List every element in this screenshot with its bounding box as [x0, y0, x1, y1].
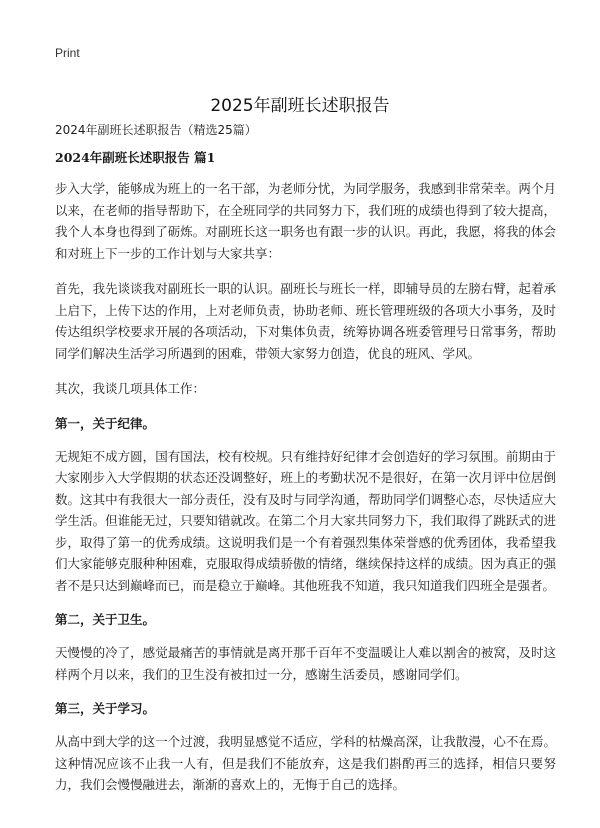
paragraph-hygiene: 天慢慢的冷了，感觉最痛苦的事情就是离开那千百年不变温暖让人难以割舍的被窝，及时这样两个月以来，我们的卫生没有被扣过一分，感谢生活委员，感谢同学们。: [55, 645, 556, 682]
section-heading-study: 第三，关于学习。: [55, 701, 156, 716]
article-body: [55, 148, 556, 810]
paragraph-discipline: 无规矩不成方圆，国有国法，校有校规。只有维持好纪律才会创造好的学习氛围。前期由于大家刚步入大学假期的状态还没调整好，班上的考勤状况不是很好，在第一次月评中位居倒数。这其中有我很大一部分责任，没有及时与同学沟通，帮助同学们调整心态，尽快适应大学生活。但谁能无过，只要知错就改。在第二个月大家共同努力下，我们取得了跳跃式的进步，取得了第一的优秀成绩。这说明我们是一个有着强烈集体荣誉感的优秀团体，我希望我们大家能够克服种种困难，克服取得成绩骄傲的情绪，继续保持这样的成绩。因为真正的强者不是只达到巅峰而已，而是稳立于巅峰。其他班我不知道，我只知道我们四班全是强者。: [55, 448, 556, 593]
article-heading: 2024年副班长述职报告 篇1: [55, 150, 216, 165]
paragraph-role: 首先，我先谈谈我对副班长一职的认识。副班长与班长一样，即辅导员的左膀右臂，起着承上启下，上传下达的作用，上对老师负责，协助老师、班长管理班级的各项大小事务，及时传达组织学校要求开展的各项活动，下对集体负责，统筹协调各班委管理号日常事务，帮助同学们解决生活学习所遇到的困难，带领大家努力创造，优良的班风、学风。: [55, 281, 556, 361]
paragraph-next: 其次，我谈几项具体工作：: [55, 381, 206, 396]
print-link[interactable]: Print: [55, 46, 80, 60]
section-heading-hygiene: 第二，关于卫生。: [55, 612, 156, 627]
paragraph-intro: 步入大学，能够成为班上的一名干部，为老师分忧，为同学服务，我感到非常荣幸。两个月以来，在老师的指导帮助下，在全班同学的共同努力下，我们班的成绩也得到了较大提高，我个人本身也得到了砺炼。对副班长这一职务也有跟一步的认识。再此，我愿，将我的体会和对班上下一步的工作计划与大家共享：: [55, 181, 556, 261]
page-title: 2025年副班长述职报告: [210, 96, 390, 117]
section-heading-discipline: 第一，关于纪律。: [55, 415, 156, 431]
article-subtitle: 2024年副班长述职报告（精选25篇）: [55, 123, 257, 137]
paragraph-study: 从高中到大学的这一个过渡，我明显感觉不适应，学科的枯燥高深，让我散漫，心不在焉。这种情况应该不止我一人有，但是我们不能放弃，这是我们斟酌再三的选择，相信只要努力，我们会慢慢融进去，渐渐的喜欢上的，无悔于自己的选择。: [55, 734, 556, 792]
